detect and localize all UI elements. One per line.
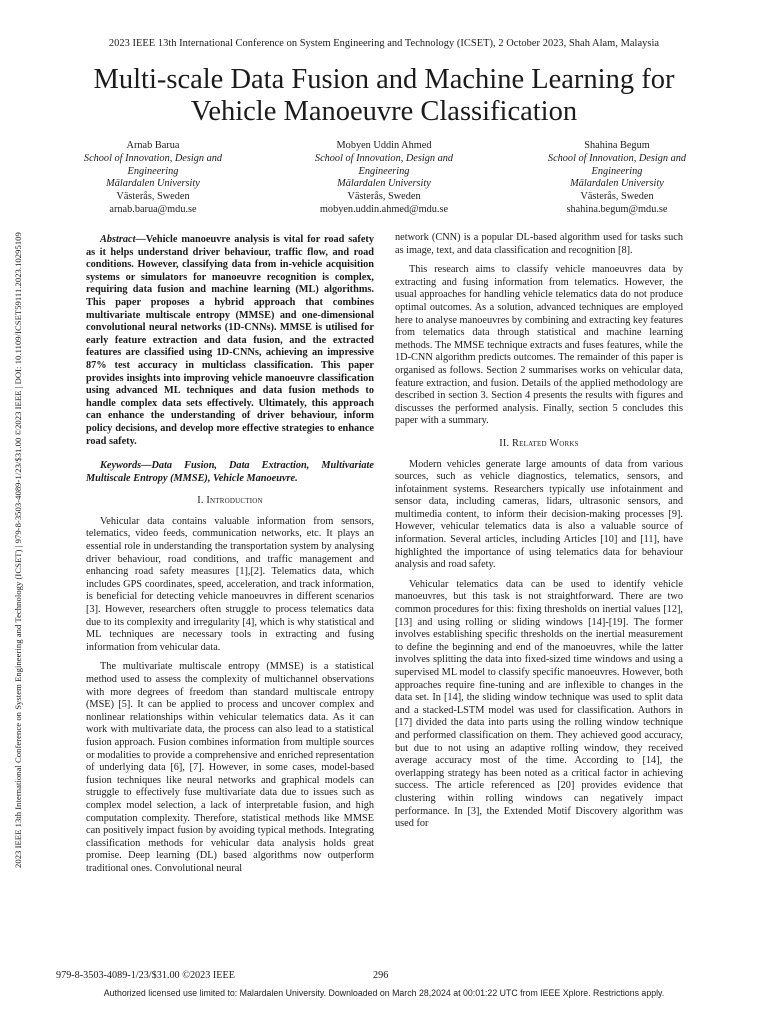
author-email[interactable]: mobyen.uddin.ahmed@mdu.se [319, 203, 449, 215]
paper-title-line-1: Multi-scale Data Fusion and Machine Learning for [93, 64, 675, 95]
license-notice: Authorized licensed use limited to: Malardalen University. Downloaded on March 28,2024 at 00:01:22 UTC from IEEE Xplore. Restrictions apply. [103, 988, 665, 998]
author-university: Mälardalen University [106, 178, 200, 190]
author-affiliation: School of Innovation, Design and [547, 152, 687, 164]
page-number: 296 [373, 970, 389, 981]
author-email[interactable]: shahina.begum@mdu.se [566, 203, 668, 215]
author-block [0, 140, 768, 220]
author-1 [58, 140, 248, 217]
author-affiliation: School of Innovation, Design and [314, 152, 454, 164]
paragraph: Vehicular data contains valuable information from sensors, telematics, video feeds, communication networks, etc. It plays an essential role in understanding the transportation system by analysing driver behaviour, road conditions, and traffic management and enhancing road safety measures [1],[2]. Telematics data, which includes GPS coordinates, speed, acceleration, and track information, is beneficial for detecting vehicle manoeuvres in different scenarios [3]. However, researchers often struggle to process telematics data due to its complexity and irregularity [4], which is why statistical and ML techniques are necessary tools in extracting and fusing information from vehicular data. [86, 515, 374, 653]
paragraph: This research aims to classify vehicle manoeuvres data by extracting and fusing information from telematics. However, the usual approaches for handling vehicle telematics data do not produce optimal outcomes. As a solution, advanced techniques are employed here to analyse manoeuvres by combining and extracting key features from telematics data through statistical and machine learning methods. The MMSE technique extracts and fuses features, while the 1D-CNN algorithm predicts outcomes. The remainder of this paper is organised as follows. Section 2 summarises works on vehicular data, feature extraction, and fusion. Details of the applied methodology are described in section 3. Section 4 presents the results with figures and discusses the performed analysis. Finally, section 5 concludes this paper with a summary. [395, 264, 683, 427]
author-city: Västerås, Sweden [347, 191, 421, 203]
section-heading-related-works: II. Related Works [499, 437, 579, 449]
author-3 [522, 140, 712, 217]
author-name: Arnab Barua [126, 140, 180, 151]
author-email[interactable]: arnab.barua@mdu.se [109, 203, 197, 215]
paragraph: Modern vehicles generate large amounts of data from various sources, such as vehicle diagnostics, telematics, sensors, and infotainment systems. Researchers typically use infotainment and sensor data, including cameras, lidars, ultrasonic sensors, and multimedia content, to inform their decision-making processes [9]. However, vehicular telematics data is also a valuable source of information. Several articles, including Articles [10] and [11], have highlighted the importance of using telematics data for behaviour analysis and road safety. [395, 458, 683, 571]
author-university: Mälardalen University [337, 178, 431, 190]
author-affiliation: School of Innovation, Design and [83, 152, 223, 164]
paragraph: network (CNN) is a popular DL-based algorithm used for tasks such as image, text, and data classification and recognition [8]. [395, 232, 683, 256]
paper-title [40, 64, 728, 128]
abstract-label: Abstract [100, 234, 136, 245]
footer-identifier: 979-8-3503-4089-1/23/$31.00 ©2023 IEEE [56, 970, 235, 981]
author-affiliation: Engineering [591, 165, 643, 177]
paragraph: Vehicular telematics data can be used to identify vehicle manoeuvres, but this task is not straightforward. There are two common procedures for this: fixing thresholds on inertial values [12], [13] and using rolling or sliding windows [14]-[19]. The former involves establishing specific thresholds on the inertial measurement to define the beginning and end of the manoeuvres, while the latter involves splitting the data into fixed-sized time windows and using a supervised ML model to classify specific manoeuvres. However, both approaches require fine-tuning and are inflexible to changes in the data set. In [14], the sliding window technique was used to split data and a stacked-LSTM model was used for classification. Authors in [17] divided the data into parts using the rolling window technique and performed classification on them. They achieved good accuracy, but due to not using an adaptive rolling window, they received average accuracy most of the time. According to [14], the overlapping strategy has been noted as a critical factor in achieving success. The article referenced as [20] provides evidence that clustering within rolling windows can negatively impact performance. In [3], the Extended Motif Discovery algorithm was used for [395, 578, 683, 830]
author-affiliation: Engineering [358, 165, 410, 177]
author-name: Mobyen Uddin Ahmed [336, 140, 432, 151]
abstract [86, 234, 374, 448]
keywords: Keywords—Data Fusion, Data Extraction, Multivariate Multiscale Entropy (MMSE), Vehicle Manoeuvre. [86, 460, 374, 484]
abstract-text: —Vehicle manoeuvre analysis is vital for road safety as it helps understand driver behaviour, traffic flow, and road conditions. However, classifying data from in-vehicle acquisition systems or simulators for manoeuvre recognition is complex, requiring data fusion and machine learning (ML) algorithms. This paper proposes a hybrid approach that combines multivariate multiscale entropy (MMSE) and one-dimensional convolutional neural networks (1D-CNNs). MMSE is utilised for early feature extraction and data fusion, and the extracted features are classified using 1D-CNNs, achieving an impressive 87% test accuracy in multiclass classification. This paper provides insights into improving vehicle manoeuvre classification using advanced ML techniques and data fusion methods to handle complex data sets effectively. Ultimately, this approach can enhance the understanding of driver behaviour, inform policy decisions, and develop more effective strategies to enhance road safety. [86, 234, 374, 447]
right-column [395, 232, 683, 838]
author-affiliation: Engineering [127, 165, 179, 177]
paper-title-line-2: Vehicle Manoeuvre Classification [190, 96, 578, 127]
author-university: Mälardalen University [570, 178, 664, 190]
section-heading-introduction: I. Introduction [197, 495, 263, 507]
author-city: Västerås, Sweden [580, 191, 654, 203]
side-margin-citation: 2023 IEEE 13th International Conference on System Engineering and Technology (ICSET) | 979-8-3503-4089-1/23/$31.00 ©2023 IEEE | DOI: 10.1109/ICSET59111.2023.10295109 [13, 232, 23, 868]
author-name: Shahina Begum [584, 140, 650, 151]
author-2 [289, 140, 479, 217]
author-city: Västerås, Sweden [116, 191, 190, 203]
conference-header: 2023 IEEE 13th International Conference on System Engineering and Technology (ICSET), 2 October 2023, Shah Alam, Malaysia [108, 38, 660, 49]
left-column [86, 234, 374, 883]
paragraph: The multivariate multiscale entropy (MMSE) is a statistical method used to assess the complexity of multichannel observations with more degrees of freedom than standard multiscale entropy (MSE) [5]. It can be applied to process and uncover complex and nonlinear relationships within vehicular telematics data. As it can work with multivariate data, the process can also lead to a statistical fusion approach. Fusion combines information from multiple sources or modalities to provide a comprehensive and enriched representation of underlying data [6], [7]. However, in some cases, model-based fusion techniques like neural networks and graphical models can struggle to effectively fuse multivariate data due to issues such as complex model selection, a lack of interpretable fusion, and high computation complexity. Therefore, statistical methods like MMSE can positively impact fusion by avoiding typical methods. Integrating classification methods for vehicular data analysis holds great promise. Deep learning (DL) based algorithms now outperform traditional ones. Convolutional neural [86, 661, 374, 874]
